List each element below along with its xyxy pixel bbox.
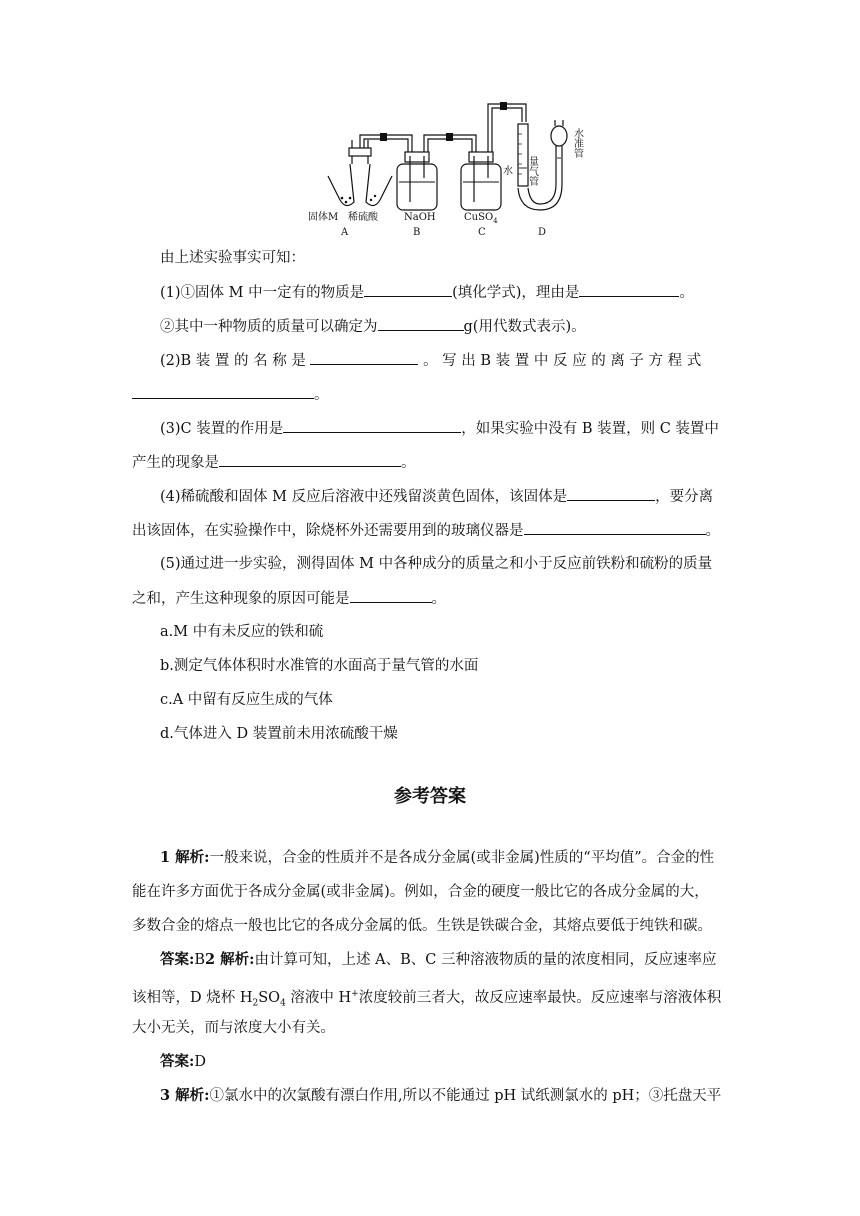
blank-1[interactable] <box>364 282 452 297</box>
intro-text: 由上述实验事实可知： <box>160 250 305 266</box>
label-a: A <box>341 227 349 238</box>
question-5: (5)通过进一步实验，测得固体 M 中各种成分的质量之和小于反应前铁粉和硫粉的质量 <box>160 556 713 572</box>
label-dilute-acid: 稀硫酸 <box>348 212 378 223</box>
answer-2-line3: 大小无关，而与浓度大小有关。 <box>132 1020 335 1036</box>
blank-2[interactable] <box>579 282 679 297</box>
answer-1-line2: 能在许多方面优于各成分金属(或非金属)。例如，合金的硬度一般比它的各成分金属的大， <box>132 884 709 900</box>
blank-8[interactable] <box>567 486 655 501</box>
bottle-b <box>397 164 437 210</box>
option-b: b.测定气体体积时水准管的水面高于量气管的水面 <box>160 658 479 674</box>
label-naoh: NaOH <box>404 212 436 223</box>
blank-4[interactable] <box>310 350 418 365</box>
answer-2-line2: 该相等，D 烧杯 $H_2SO_4$ 溶液中 H+浓度较前三者大，故反应速率最快。反应速率与溶液体积 <box>132 989 722 1009</box>
answer-1-line3: 多数合金的熔点一般也比它的各成分金属的低。生铁是铁碳合金，其熔点要低于纯铁和碳。 <box>132 918 712 934</box>
question-4-line2: 出该固体，在实验操作中，除烧杯外还需要用到的玻璃仪器是 。 <box>132 520 732 541</box>
label-cuso4: CuSO$_4$ <box>464 212 498 225</box>
question-5-line2: 之和，产生这种现象的原因可能是 。 <box>132 588 732 609</box>
blank-6[interactable] <box>283 418 461 433</box>
option-c: c.A 中留有反应生成的气体 <box>160 692 333 708</box>
label-water-tube: 水准管 <box>571 128 583 158</box>
label-solid-m: 固体M <box>308 212 339 223</box>
label-gas-tube: 量气管 <box>526 156 538 186</box>
bottle-c <box>461 164 501 210</box>
question-2-line2: 。 <box>132 384 732 405</box>
answer-3-line1: 3 解析:①氯水中的次氯酸有漂白作用,所以不能通过 pH 试纸测氯水的 pH；③托盘天平 <box>160 1087 722 1104</box>
leveling-bulb <box>551 126 567 146</box>
question-2: (2)B 装 置 的 名 称 是 。 写 出 B 装 置 中 反 应 的 离 子 方 程 式 <box>160 350 760 371</box>
label-b: B <box>413 227 421 238</box>
blank-10[interactable] <box>350 588 432 603</box>
answer-2-line1: 答案:B2 解析:由计算可知，上述 A、B、C 三种溶液物质的量的浓度相同，反应速率应 <box>160 951 717 968</box>
question-1a: (1)①固体 M 中一定有的物质是 (填化学式)，理由是 。 <box>160 282 760 303</box>
blank-7[interactable] <box>219 452 401 467</box>
apparatus-diagram <box>300 98 590 243</box>
question-3-line2: 产生的现象是 。 <box>132 452 732 473</box>
y-tube-left-arm <box>328 164 354 206</box>
option-d: d.气体进入 D 装置前未用浓硫酸干燥 <box>160 726 398 742</box>
blank-9[interactable] <box>524 520 706 535</box>
blank-3[interactable] <box>378 316 464 331</box>
label-d: D <box>538 227 547 238</box>
question-1b: ②其中一种物质的质量可以确定为 g(用代数式表示)。 <box>160 316 760 337</box>
question-4: (4)稀硫酸和固体 M 反应后溶液中还残留淡黄色固体，该固体是 ，要分离 <box>160 486 760 507</box>
answers-heading: 参考答案 <box>394 786 466 807</box>
apparatus-figure <box>300 98 590 243</box>
label-water: 水 <box>503 166 513 177</box>
y-tube-right-arm <box>366 164 392 206</box>
question-3: (3)C 装置的作用是 ，如果实验中没有 B 装置，则 C 装置中 <box>160 418 760 439</box>
blank-5[interactable] <box>132 384 314 399</box>
label-c: C <box>478 227 486 238</box>
answer-2-result: 答案:D <box>160 1053 206 1070</box>
answer-1-line1: 1 解析:一般来说，合金的性质并不是各成分金属(或非金属)性质的“平均值”。合金的性 <box>160 849 715 866</box>
option-a: a.M 中有未反应的铁和硫 <box>160 624 324 640</box>
